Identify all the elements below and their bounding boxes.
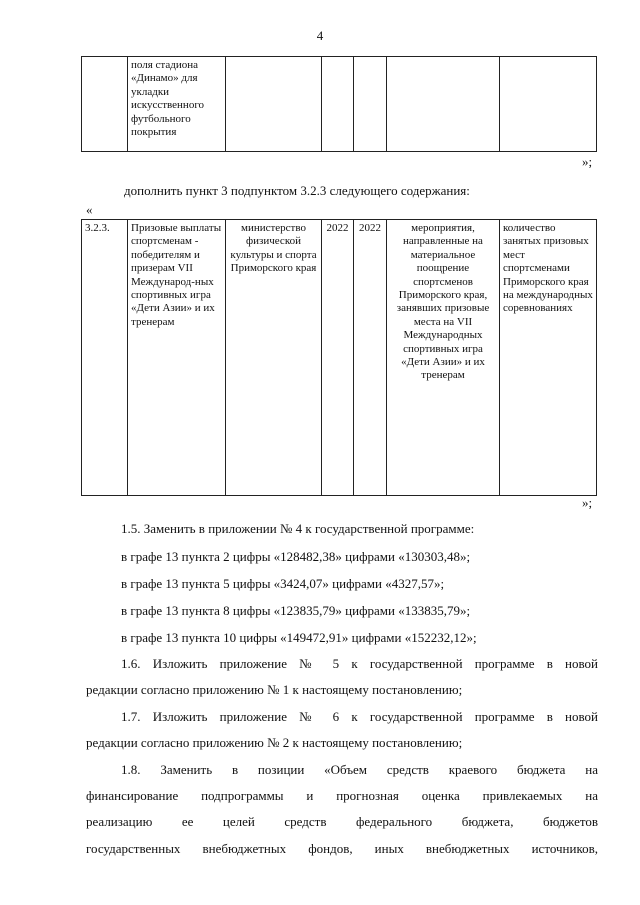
table-cell-start: 2022 xyxy=(322,220,354,496)
paragraph-1-7-line1: 1.7. Изложить приложение № 6 к государственной программе в новой xyxy=(121,709,598,724)
table-cell-indicator: количество занятых призовых мест спортсменами Приморского края на международных соревнованиях xyxy=(500,220,597,496)
table-subitem-3-2-3 xyxy=(81,219,597,496)
page-number: 4 xyxy=(316,28,324,43)
paragraph-1-6-line2: редакции согласно приложению № 1 к настоящему постановлению; xyxy=(86,682,463,697)
lead-text: дополнить пункт 3 подпунктом 3.2.3 следующего содержания: xyxy=(124,183,470,198)
closing-quote: »; xyxy=(582,154,593,169)
paragraph-1-6-line1: 1.6. Изложить приложение № 5 к государственной программе в новой xyxy=(121,656,598,671)
table-cell-num xyxy=(82,57,128,152)
paragraph-1-8-line2: финансирование подпрограммы и прогнозная оценка привлекаемых на xyxy=(86,788,598,803)
table-cell-executor: министерство физической культуры и спорта Приморского края xyxy=(226,220,322,496)
paragraph-1-8-line4: государственных внебюджетных фондов, иных внебюджетных источников, xyxy=(86,841,598,856)
opening-quote: « xyxy=(86,202,93,217)
table-cell-measures xyxy=(387,57,500,152)
list-item: в графе 13 пункта 8 цифры «123835,79» цифрами «133835,79»; xyxy=(121,603,471,618)
table-row xyxy=(82,57,597,152)
table-cell-end xyxy=(354,57,387,152)
paragraph-1-5: 1.5. Заменить в приложении № 4 к государственной программе: xyxy=(121,521,475,536)
table-cell-name: Призовые выплаты спортсменам - победителям и призерам VII Международ-ных спортивных игра «Дети Азии» и их тренерам xyxy=(128,220,226,496)
table-row xyxy=(82,220,597,496)
table-cell-end: 2022 xyxy=(354,220,387,496)
paragraph-1-8-line3: реализацию ее целей средств федерального бюджета, бюджетов xyxy=(86,814,598,829)
closing-quote: »; xyxy=(582,495,593,510)
list-item: в графе 13 пункта 10 цифры «149472,91» цифрами «152232,12»; xyxy=(121,630,477,645)
table-cell-indicator xyxy=(500,57,597,152)
table-cell-start xyxy=(322,57,354,152)
list-item: в графе 13 пункта 5 цифры «3424,07» цифрами «4327,57»; xyxy=(121,576,445,591)
table-cell-num: 3.2.3. xyxy=(82,220,128,496)
paragraph-1-7-line2: редакции согласно приложению № 2 к настоящему постановлению; xyxy=(86,735,463,750)
table-cell-executor xyxy=(226,57,322,152)
table-fragment-top xyxy=(81,56,597,152)
table-cell-measures: мероприятия, направленные на материальное поощрение спортсменов Приморского края, занявших призовые места на VII Международных спортивных игра «Дети Азии» и их тренерам xyxy=(387,220,500,496)
table-cell-name: поля стадиона «Динамо» для укладки искусственного футбольного покрытия xyxy=(128,57,226,152)
paragraph-1-8-line1: 1.8. Заменить в позиции «Объем средств краевого бюджета на xyxy=(121,762,598,777)
list-item: в графе 13 пункта 2 цифры «128482,38» цифрами «130303,48»; xyxy=(121,549,471,564)
